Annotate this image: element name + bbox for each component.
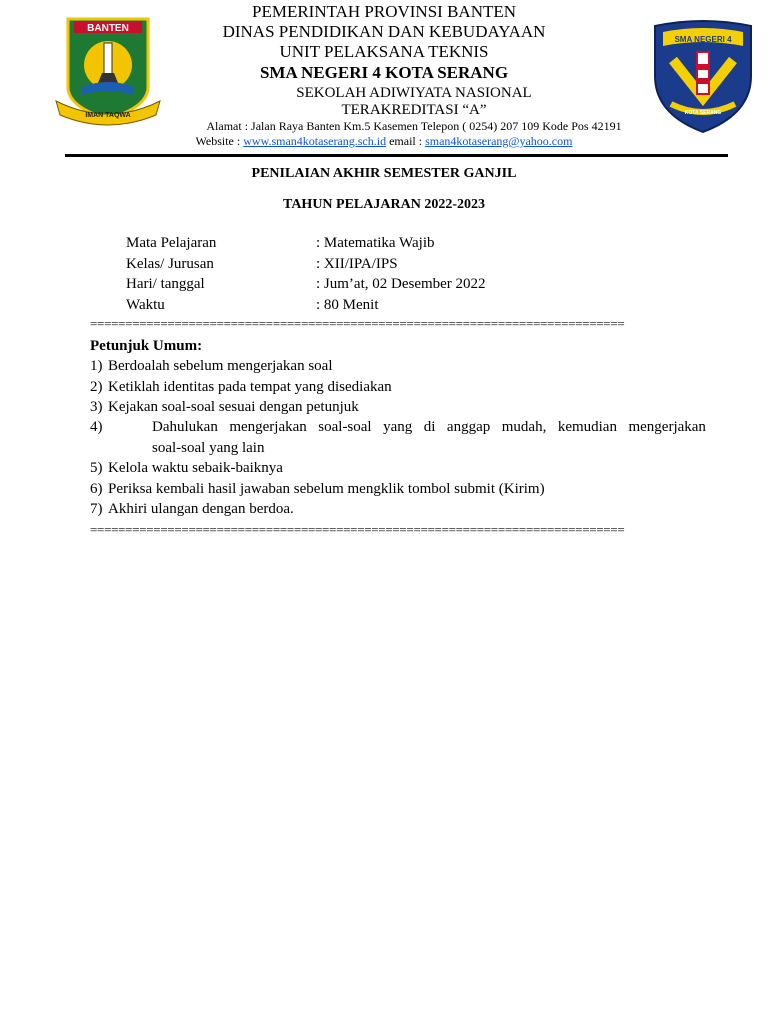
instructions-title: Petunjuk Umum:: [90, 338, 203, 354]
exam-title: PENILAIAN AKHIR SEMESTER GANJIL: [251, 166, 517, 181]
header-line-school: SMA NEGERI 4 KOTA SERANG: [259, 63, 509, 82]
info-value-time: : 80 Menit: [316, 297, 379, 313]
header-line-adiwiyata: SEKOLAH ADIWIYATA NASIONAL: [296, 85, 532, 101]
info-value-subject: : Matematika Wajib: [316, 235, 435, 251]
info-label-class: Kelas/ Jurusan: [126, 256, 214, 272]
instruction-num-2: 2): [90, 379, 103, 395]
banten-logo-bottom-text: IMAN TAQWA: [85, 112, 131, 119]
header-line-province: PEMERINTAH PROVINSI BANTEN: [251, 2, 517, 21]
info-label-date: Hari/ tanggal: [126, 276, 205, 292]
header-divider: [65, 154, 728, 157]
info-label-subject: Mata Pelajaran: [126, 235, 217, 251]
website-link[interactable]: www.sman4kotaserang.sch.id: [243, 134, 387, 148]
banten-logo-top-text: BANTEN: [87, 23, 129, 34]
instruction-text-4-line2: soal-soal yang lain: [152, 440, 265, 456]
separator-bottom: ============================================================================: [90, 523, 625, 537]
instruction-text-3: Kejakan soal-soal sesuai dengan petunjuk: [108, 399, 359, 415]
instruction-text-4-line1: Dahulukan mengerjakan soal-soal yang di anggap mudah, kemudian mengerjakan: [152, 419, 706, 435]
info-label-time: Waktu: [126, 297, 165, 313]
header-contact: [0, 134, 768, 149]
email-label: email :: [386, 134, 426, 148]
instruction-text-6: Periksa kembali hasil jawaban sebelum mengklik tombol submit (Kirim): [108, 481, 545, 497]
instruction-num-6: 6): [90, 481, 103, 497]
header-line-dinas: DINAS PENDIDIKAN DAN KEBUDAYAAN: [222, 22, 546, 41]
instruction-text-7: Akhiri ulangan dengan berdoa.: [108, 501, 294, 517]
instruction-num-4: 4): [90, 419, 103, 435]
header-address: Alamat : Jalan Raya Banten Km.5 Kasemen Telepon ( 0254) 207 109 Kode Pos 42191: [206, 119, 622, 133]
separator-top: ============================================================================: [90, 317, 625, 331]
instruction-text-2: Ketiklah identitas pada tempat yang disediakan: [108, 379, 392, 395]
instruction-text-1: Berdoalah sebelum mengerjakan soal: [108, 358, 333, 374]
exam-year: TAHUN PELAJARAN 2022-2023: [283, 197, 485, 212]
instruction-num-5: 5): [90, 460, 103, 476]
info-value-date: : Jum’at, 02 Desember 2022: [316, 276, 486, 292]
header-line-accreditation: TERAKREDITASI “A”: [341, 102, 487, 118]
instruction-text-5: Kelola waktu sebaik-baiknya: [108, 460, 283, 476]
instruction-num-7: 7): [90, 501, 103, 517]
info-value-class: : XII/IPA/IPS: [316, 256, 398, 272]
header-line-unit: UNIT PELAKSANA TEKNIS: [279, 42, 489, 61]
instruction-num-3: 3): [90, 399, 103, 415]
sma-logo-top-text: SMA NEGERI 4: [674, 35, 732, 44]
website-label: Website :: [195, 134, 244, 148]
sma-logo-bottom-text: KOTA SERANG: [684, 110, 722, 116]
email-link[interactable]: sman4kotaserang@yahoo.com: [425, 134, 573, 148]
instruction-num-1: 1): [90, 358, 103, 374]
